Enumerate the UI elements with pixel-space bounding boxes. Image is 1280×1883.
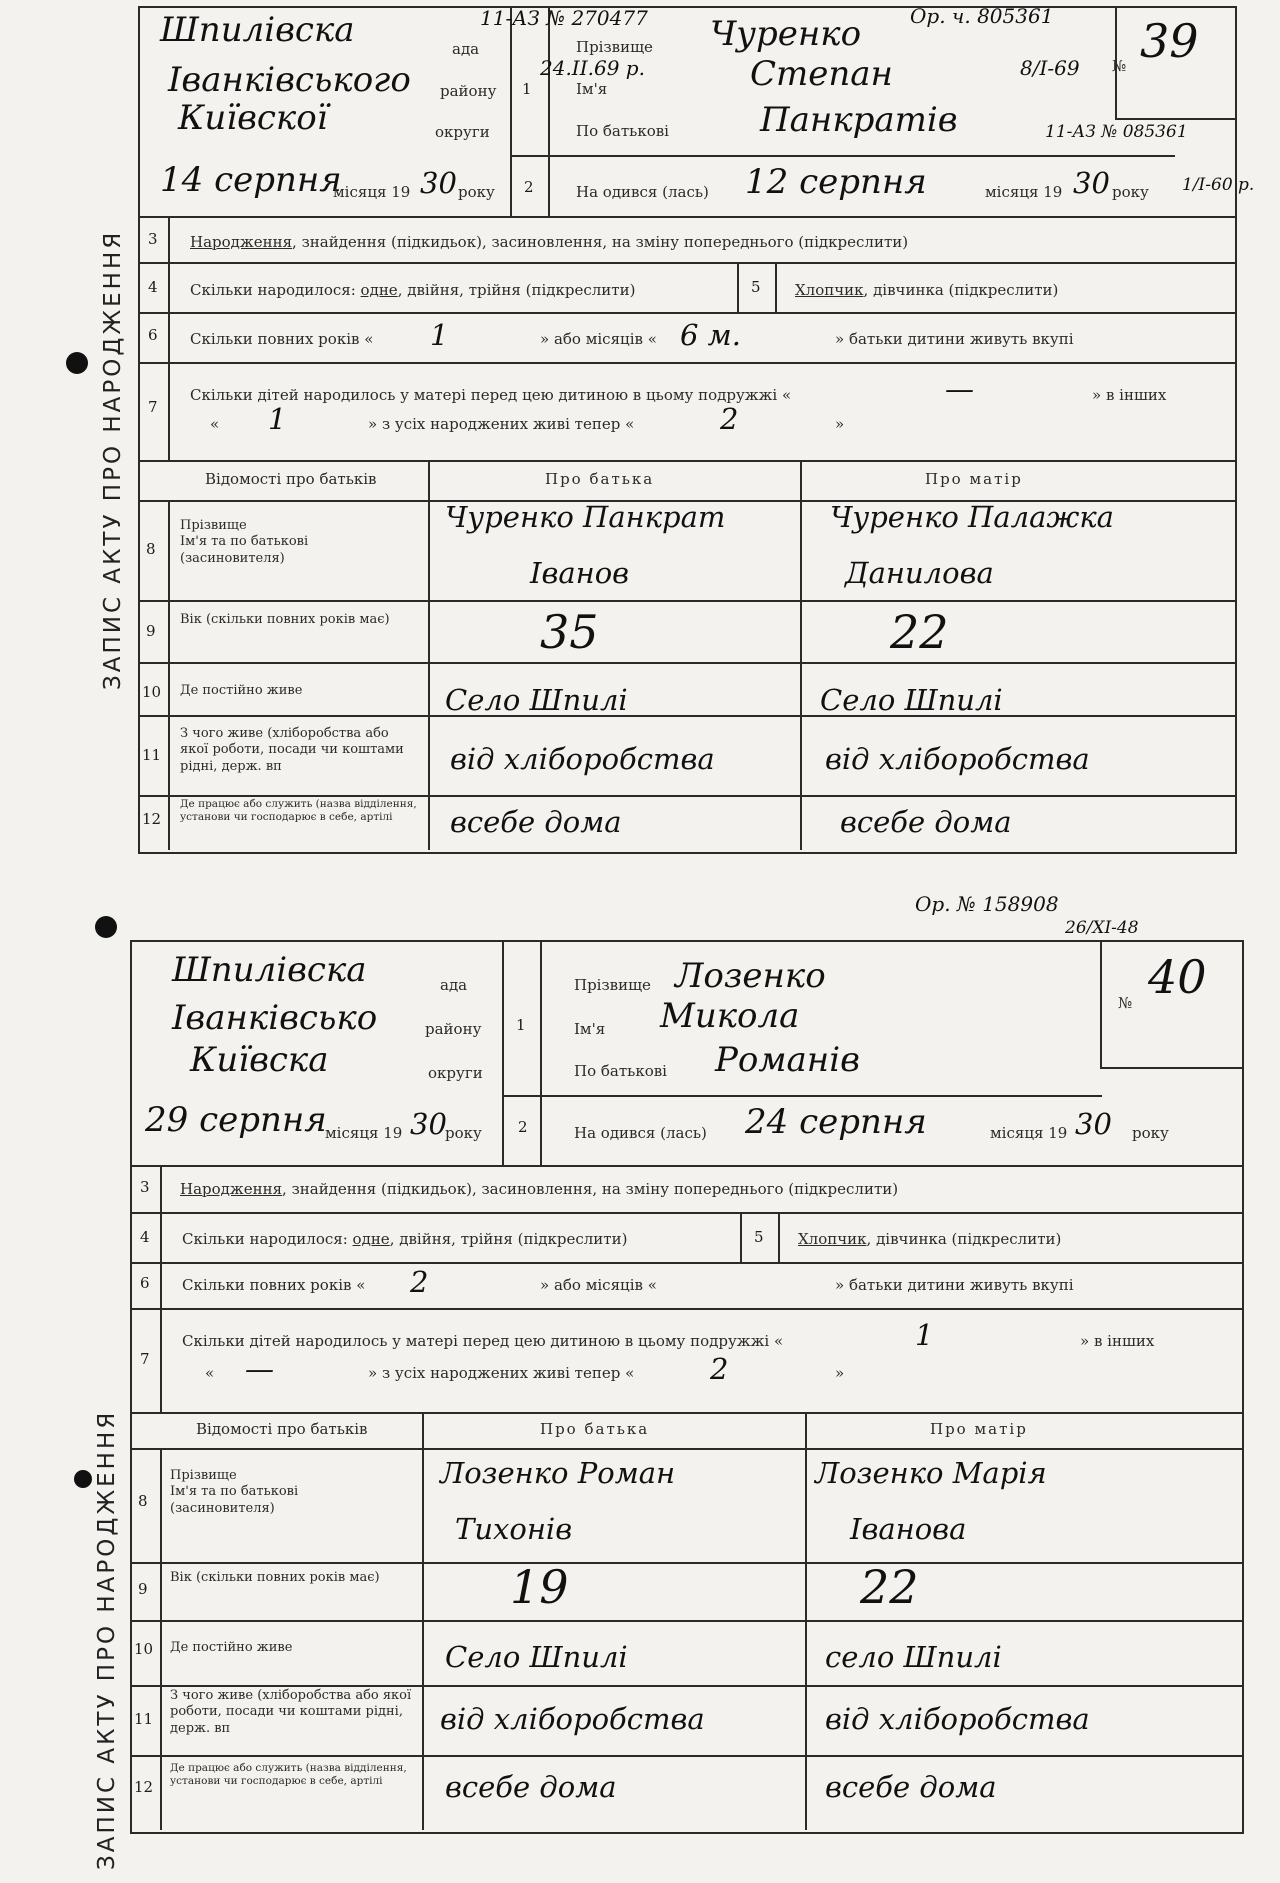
- row6-label-b: » або місяців «: [540, 1276, 657, 1294]
- row5-text: Хлопчик, дівчинка (підкреслити): [795, 281, 1059, 299]
- row7-label-b: » в інших: [1092, 386, 1167, 404]
- row8-label: Прізвище Ім'я та по батькові (засиновителя): [170, 1468, 299, 1516]
- rayon-value: Іванківсько: [172, 998, 378, 1038]
- father-livelihood: від хліборобства: [450, 742, 715, 776]
- surname-value: Лозенко: [675, 956, 826, 996]
- name-label: Ім'я: [574, 1020, 606, 1038]
- father-residence: Село Шпилі: [445, 1640, 628, 1674]
- margin-note: 24.ІІ.69 р.: [540, 56, 645, 80]
- children-other-marriage: —: [245, 1352, 274, 1386]
- margin-note: 11-АЗ № 270477: [480, 6, 648, 30]
- years-together: 2: [410, 1265, 429, 1299]
- birth-year-label: року: [1112, 183, 1149, 201]
- row7-label-d: » з усіх народжених живі тепер «: [368, 1364, 635, 1382]
- ink-blot: [74, 1470, 92, 1488]
- registration-date: 14 серпня: [160, 160, 342, 200]
- father-workplace: всебе дома: [450, 805, 622, 839]
- number-sign: №: [1112, 57, 1127, 75]
- mother-patronymic: Іванова: [850, 1512, 967, 1546]
- margin-note: Ор. ч. 805361: [910, 4, 1054, 28]
- row3-text: Народження, знайдення (підкидьок), засиновлення, на зміну попереднього (підкреслити): [190, 233, 909, 251]
- row7-label-c: «: [210, 415, 220, 433]
- mother-header: Про матір: [925, 470, 1023, 488]
- father-residence: Село Шпилі: [445, 683, 628, 717]
- mother-workplace: всебе дома: [840, 805, 1012, 839]
- father-surname-name: Чуренко Панкрат: [445, 500, 726, 534]
- father-surname-name: Лозенко Роман: [440, 1456, 676, 1490]
- okruga-value: Київска: [190, 1040, 329, 1080]
- gromada-label: ада: [440, 976, 468, 994]
- surname-label: Прізвище: [576, 38, 653, 56]
- birth-record-39: ЗАПИС АКТУ ПРО НАРОДЖЕННЯ Шпилівска ада Іванківського району Київскої округи 14 серпня місяця 19 30 року 1 2 Прізвище Чуренко Ім'я Степан По батькові Панкратів На одився (лась) 12 серпня місяця 19 30 року № 39 11-АЗ № 270477 24.ІІ.69 р. Ор. ч. 805361 8/І-69 11-АЗ № 085361 1/І-60 р. 3 Народження, знайдення (підкидьок), засиновлення, на зміну попереднього (підкреслити) 4 Скільки народилося: одне, двійня, трійня (підкреслити) 5 Хлопчик, дівчинка (підкреслити) 6 Скільки повних років « 1 » або місяців « 6 м. » батьки дитини живуть вкупі 7 Скільки дітей народилось у матері перед цею дитиною в цьому подружжі « — » в інших « 1 » з усіх народжених живі тепер « 2 » Відомості про батьків Про батька Про матір 8 Прізвище Ім'я та по батькові (засиновителя) Чуренко Панкрат Іванов Чуренко Палажка Данилова 9 Вік (скільки повних років має) 35 22 10 Де постійно живе Село Шпилі Село Шпилі 11 З чого живе (хліборобства або якої роботи, посади чи коштами рідні, держ. вп від хліборобства від хліборобства 12 Де працює або служить (назва відділення, установи чи господарює в себе, артілі всебе дома всебе дома: [0, 0, 1280, 858]
- rayon-label: району: [440, 82, 497, 100]
- children-this-marriage: 1: [915, 1318, 934, 1352]
- row9-label: Вік (скільки повних років має): [170, 1570, 380, 1585]
- year-label: року: [458, 183, 495, 201]
- born-label: На одився (лась): [574, 1124, 707, 1142]
- month-label: місяця 19: [333, 183, 411, 201]
- record-side-title: ЗАПИС АКТУ ПРО НАРОДЖЕННЯ: [94, 1409, 120, 1870]
- mother-header: Про матір: [930, 1420, 1028, 1438]
- row6-label-a: Скільки повних років «: [182, 1276, 366, 1294]
- okruga-label: округи: [435, 123, 490, 141]
- row7-label-e: »: [835, 415, 845, 433]
- patronymic-value: Романів: [715, 1040, 860, 1080]
- gromada-value: Шпилівска: [160, 10, 355, 50]
- record-number: 40: [1148, 950, 1207, 1004]
- number-sign: №: [1118, 994, 1133, 1012]
- row9-label: Вік (скільки повних років має): [180, 612, 390, 627]
- row3-text: Народження, знайдення (підкидьок), засиновлення, на зміну попереднього (підкреслити): [180, 1180, 899, 1198]
- row10-label: Де постійно живе: [180, 683, 303, 698]
- margin-note: 1/І-60 р.: [1182, 175, 1255, 195]
- patronymic-label: По батькові: [574, 1062, 667, 1080]
- gromada-value: Шпилівска: [172, 950, 367, 990]
- mother-age: 22: [860, 1560, 919, 1614]
- registration-year: 30: [420, 166, 457, 200]
- margin-note: 11-АЗ № 085361: [1045, 122, 1188, 142]
- birth-day-value: 24 серпня: [745, 1102, 927, 1142]
- year-label: року: [445, 1124, 482, 1142]
- ink-blot: [95, 916, 117, 938]
- father-header: Про батька: [540, 1420, 650, 1438]
- name-label: Ім'я: [576, 80, 608, 98]
- rayon-value: Іванківського: [168, 60, 411, 100]
- row4-text: Скільки народилося: одне, двійня, трійня (підкреслити): [190, 281, 636, 299]
- row7-label-a: Скільки дітей народилось у матері перед цею дитиною в цьому подружжі «: [190, 386, 792, 404]
- row6-label-b: » або місяців «: [540, 330, 657, 348]
- gromada-label: ада: [452, 40, 480, 58]
- row7-label-d: » з усіх народжених живі тепер «: [368, 415, 635, 433]
- birth-day-value: 12 серпня: [745, 162, 927, 202]
- mother-surname-name: Лозенко Марія: [815, 1456, 1047, 1490]
- row10-label: Де постійно живе: [170, 1640, 293, 1655]
- birth-year-label: року: [1132, 1124, 1169, 1142]
- mother-surname-name: Чуренко Палажка: [830, 500, 1114, 534]
- registration-year: 30: [410, 1107, 447, 1141]
- months-together: 6 м.: [680, 318, 741, 352]
- ink-blot: [66, 352, 88, 374]
- okruga-label: округи: [428, 1064, 483, 1082]
- birth-year-value: 30: [1075, 1107, 1112, 1141]
- rayon-label: району: [425, 1020, 482, 1038]
- row11-label: З чого живе (хліборобства або якої роботи, посади чи коштами рідні, держ. вп: [170, 1688, 412, 1736]
- patronymic-label: По батькові: [576, 122, 669, 140]
- row8-label: Прізвище Ім'я та по батькові (засиновителя): [180, 518, 309, 566]
- years-together: 1: [430, 318, 449, 352]
- name-value: Микола: [660, 996, 800, 1036]
- surname-value: Чуренко: [710, 14, 862, 54]
- mother-age: 22: [890, 605, 949, 659]
- patronymic-value: Панкратів: [760, 100, 958, 140]
- margin-note: 26/ХІ-48: [1065, 918, 1139, 938]
- children-this-marriage: —: [945, 372, 974, 406]
- registration-date: 29 серпня: [145, 1100, 327, 1140]
- surname-label: Прізвище: [574, 976, 651, 994]
- margin-note: 8/І-69: [1020, 56, 1080, 80]
- row12-label: Де працює або служить (назва відділення, установи чи господарює в себе, артілі: [170, 1762, 407, 1787]
- father-livelihood: від хліборобства: [440, 1702, 705, 1736]
- children-other-marriage: 1: [268, 402, 287, 436]
- mother-livelihood: від хліборобства: [825, 742, 1090, 776]
- father-header: Про батька: [545, 470, 655, 488]
- row12-label: Де працює або служить (назва відділення, установи чи господарює в себе, артілі: [180, 798, 417, 823]
- row6-label-a: Скільки повних років «: [190, 330, 374, 348]
- mother-livelihood: від хліборобства: [825, 1702, 1090, 1736]
- children-alive: 2: [710, 1352, 729, 1386]
- birth-year-value: 30: [1073, 166, 1110, 200]
- mother-workplace: всебе дома: [825, 1770, 997, 1804]
- father-age: 35: [540, 605, 599, 659]
- row7-label-e: »: [835, 1364, 845, 1382]
- parents-header: Відомості про батьків: [196, 1420, 368, 1438]
- row7-label-c: «: [205, 1364, 215, 1382]
- mother-patronymic: Данилова: [845, 556, 994, 590]
- mother-residence: Село Шпилі: [820, 683, 1003, 717]
- row5-text: Хлопчик, дівчинка (підкреслити): [798, 1230, 1062, 1248]
- row7-label-a: Скільки дітей народилось у матері перед цею дитиною в цьому подружжі «: [182, 1332, 784, 1350]
- birth-record-40: ЗАПИС АКТУ ПРО НАРОДЖЕННЯ Шпилівска ада Іванківсько району Київска округи 29 серпня місяця 19 30 року 1 2 Прізвище Лозенко Ім'я Микола По батькові Романів На одився (лась) 24 серпня місяця 19 30 року № 40 Ор. № 158908 26/ХІ-48 3 Народження, знайдення (підкидьок), засиновлення, на зміну попереднього (підкреслити) 4 Скільки народилося: одне, двійня, трійня (підкреслити) 5 Хлопчик, дівчинка (підкреслити) 6 Скільки повних років « 2 » або місяців « » батьки дитини живуть вкупі 7 Скільки дітей народилось у матері перед цею дитиною в цьому подружжі « 1 » в інших « — » з усіх народжених живі тепер « 2 » Відомості про батьків Про батька Про матір 8 Прізвище Ім'я та по батькові (засиновителя) Лозенко Роман Тихонів Лозенко Марія Іванова 9 Вік (скільки повних років має) 19 22 10 Де постійно живе Село Шпилі село Шпилі 11 З чого живе (хліборобства або якої роботи, посади чи коштами рідні, держ. вп від хліборобства від хліборобства 12 Де працює або служить (назва відділення, установи чи господарює в себе, артілі всебе дома всебе дома: [0, 940, 1280, 1883]
- father-workplace: всебе дома: [445, 1770, 617, 1804]
- row4-text: Скільки народилося: одне, двійня, трійня (підкреслити): [182, 1230, 628, 1248]
- children-alive: 2: [720, 402, 739, 436]
- father-age: 19: [510, 1560, 569, 1614]
- birth-month-label: місяця 19: [990, 1124, 1068, 1142]
- birth-month-label: місяця 19: [985, 183, 1063, 201]
- okruga-value: Київскої: [178, 98, 328, 138]
- parents-header: Відомості про батьків: [205, 470, 377, 488]
- born-label: На одився (лась): [576, 183, 709, 201]
- father-patronymic: Іванов: [530, 556, 630, 590]
- month-label: місяця 19: [325, 1124, 403, 1142]
- row6-label-c: » батьки дитини живуть вкупі: [835, 1276, 1074, 1294]
- row6-label-c: » батьки дитини живуть вкупі: [835, 330, 1074, 348]
- name-value: Степан: [750, 54, 893, 94]
- row11-label: З чого живе (хліборобства або якої роботи, посади чи коштами рідні, держ. вп: [180, 726, 404, 774]
- mother-residence: село Шпилі: [825, 1640, 1002, 1674]
- margin-note: Ор. № 158908: [915, 892, 1059, 916]
- row7-label-b: » в інших: [1080, 1332, 1155, 1350]
- father-patronymic: Тихонів: [455, 1512, 573, 1546]
- record-number: 39: [1140, 14, 1199, 68]
- record-side-title: ЗАПИС АКТУ ПРО НАРОДЖЕННЯ: [100, 229, 126, 690]
